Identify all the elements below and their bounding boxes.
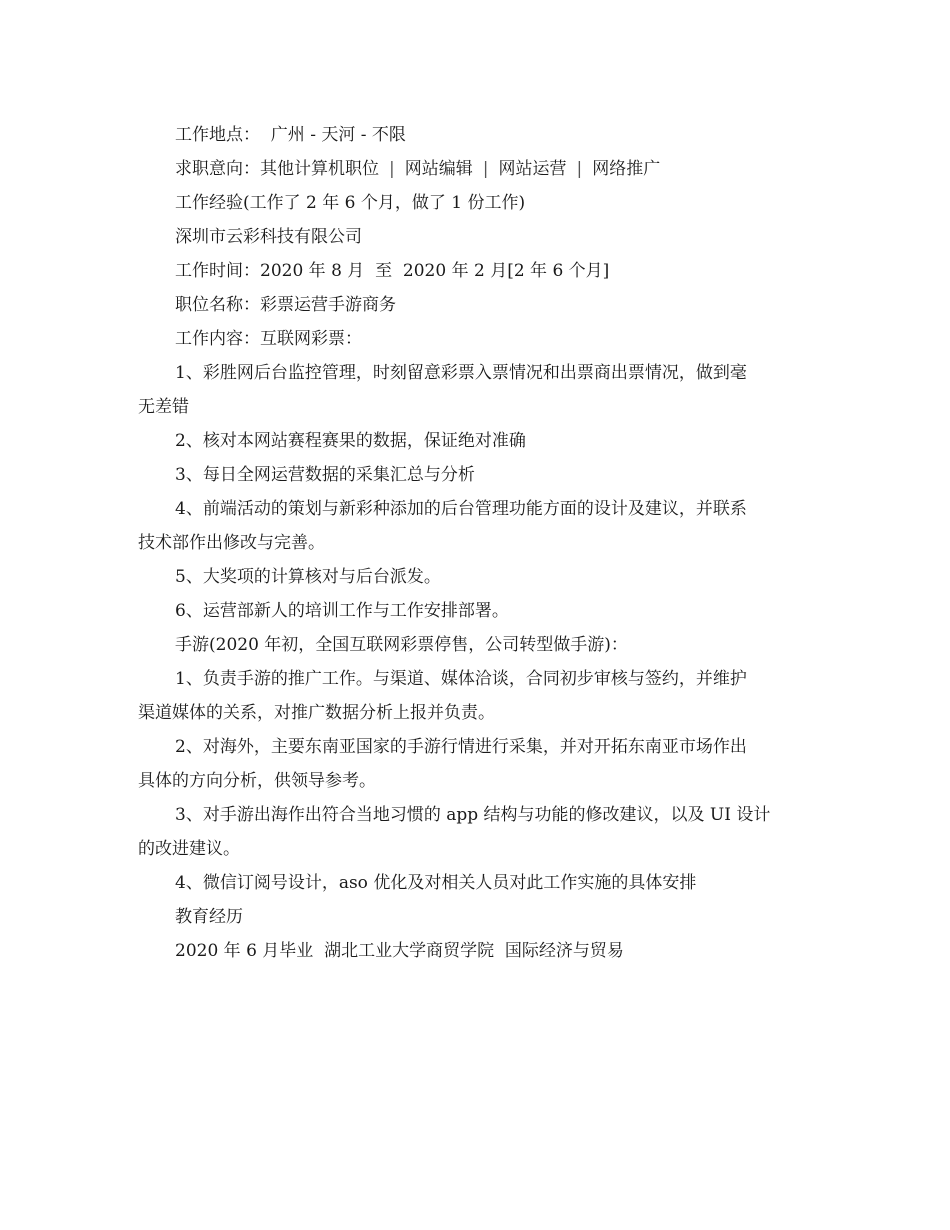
work-period: 工作时间：2020 年 8 月 至 2020 年 2 月[2 年 6 个月]	[175, 261, 610, 281]
lottery-item-4: 4、前端活动的策划与新彩种添加的后台管理功能方面的设计及建议，并联系	[175, 499, 747, 519]
separator: |	[482, 159, 489, 179]
job-title: 职位名称：彩票运营手游商务	[175, 295, 396, 315]
game-item-1-continued: 渠道媒体的关系，对推广数据分析上报并负责。	[138, 703, 495, 723]
job-intention-item: 其他计算机职位	[260, 159, 379, 179]
game-item-3-continued: 的改进建议。	[138, 839, 240, 859]
company-name: 深圳市云彩科技有限公司	[175, 227, 362, 247]
education-entry: 2020 年 6 月毕业 湖北工业大学商贸学院 国际经济与贸易	[175, 941, 624, 961]
lottery-item-3: 3、每日全网运营数据的采集汇总与分析	[175, 465, 475, 485]
separator: |	[576, 159, 583, 179]
game-item-3: 3、对手游出海作出符合当地习惯的 app 结构与功能的修改建议，以及 UI 设计	[175, 805, 771, 825]
mobile-game-heading: 手游(2020 年初，全国互联网彩票停售，公司转型做手游)：	[175, 635, 628, 655]
job-content-label: 工作内容：互联网彩票：	[175, 329, 362, 349]
job-intention-item: 网站编辑	[404, 159, 473, 179]
lottery-item-5: 5、大奖项的计算核对与后台派发。	[175, 567, 441, 587]
separator: |	[389, 159, 395, 179]
job-intention-item: 网站运营	[498, 159, 567, 179]
game-item-2: 2、对海外，主要东南亚国家的手游行情进行采集，并对开拓东南亚市场作出	[175, 737, 747, 757]
work-experience-summary: 工作经验(工作了 2 年 6 个月，做了 1 份工作)	[175, 193, 526, 213]
lottery-item-6: 6、运营部新人的培训工作与工作安排部署。	[175, 601, 509, 621]
lottery-item-1-continued: 无差错	[138, 397, 189, 417]
lottery-item-2: 2、核对本网站赛程赛果的数据，保证绝对准确	[175, 431, 526, 451]
resume-content	[138, 118, 814, 968]
education-heading: 教育经历	[175, 907, 243, 927]
lottery-item-4-continued: 技术部作出修改与完善。	[138, 533, 325, 553]
lottery-item-1: 1、彩胜网后台监控管理，时刻留意彩票入票情况和出票商出票情况，做到毫	[175, 363, 747, 383]
job-intention-item: 网络推广	[592, 159, 661, 179]
job-intention	[138, 152, 814, 186]
work-location: 工作地点： 广州 - 天河 - 不限	[175, 125, 406, 145]
job-intention-label: 求职意向：	[175, 159, 260, 179]
game-item-1: 1、负责手游的推广工作。与渠道、媒体洽谈，合同初步审核与签约，并维护	[175, 669, 747, 689]
game-item-4: 4、微信订阅号设计，aso 优化及对相关人员对此工作实施的具体安排	[175, 873, 697, 893]
game-item-2-continued: 具体的方向分析，供领导参考。	[138, 771, 376, 791]
